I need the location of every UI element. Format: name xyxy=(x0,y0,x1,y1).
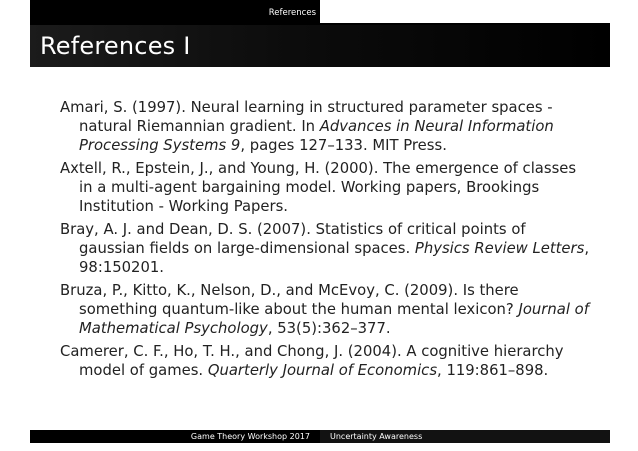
footer-section[interactable]: Uncertainty Awareness xyxy=(320,430,610,443)
reference-venue: Journal of xyxy=(518,301,589,318)
frame-title-bar xyxy=(30,25,610,67)
reference-text: , 119:861–898. xyxy=(437,362,549,379)
frame-title: References I xyxy=(40,32,191,60)
reference-text: Camerer, C. F., Ho, T. H., and Chong, J. (2004). A cognitive hierarchy xyxy=(60,343,564,360)
reference-entry xyxy=(60,98,580,155)
reference-text: , xyxy=(584,240,590,257)
nav-section-right xyxy=(320,0,610,25)
reference-entry xyxy=(60,159,580,216)
reference-text: in a multi-agent bargaining model. Working papers, Brookings xyxy=(79,179,540,196)
reference-entry xyxy=(60,281,589,338)
reference-text: Axtell, R., Epstein, J., and Young, H. (2000). The emergence of classes xyxy=(60,160,577,177)
reference-entry xyxy=(60,342,580,380)
reference-text: natural Riemannian gradient. In xyxy=(79,118,320,135)
reference-text: Amari, S. (1997). Neural learning in structured parameter spaces - xyxy=(60,99,553,116)
reference-text: Bray, A. J. and Dean, D. S. (2007). Statistics of critical points of xyxy=(60,221,526,238)
reference-text: , pages 127–133. MIT Press. xyxy=(240,137,447,154)
reference-text: gaussian fields on large-dimensional spaces. xyxy=(79,240,415,257)
reference-text: model of games. xyxy=(79,362,208,379)
reference-venue: Mathematical Psychology xyxy=(79,320,268,337)
reference-venue: Processing Systems 9 xyxy=(79,137,241,154)
reference-text: something quantum-like about the human mental lexicon? xyxy=(79,301,519,318)
reference-venue: Physics Review Letters xyxy=(414,240,585,257)
top-navigation-bar xyxy=(30,0,610,25)
reference-venue: Quarterly Journal of Economics xyxy=(207,362,438,379)
reference-text: 98:150201. xyxy=(79,259,165,276)
footer-title[interactable]: Game Theory Workshop 2017 xyxy=(30,430,320,443)
reference-text: , 53(5):362–377. xyxy=(267,320,391,337)
reference-venue: Advances in Neural Information xyxy=(319,118,554,135)
footer-bar xyxy=(30,430,610,443)
reference-entry xyxy=(60,220,590,277)
reference-text: Bruza, P., Kitto, K., Nelson, D., and McEvoy, C. (2009). Is there xyxy=(60,282,519,299)
reference-text: Institution - Working Papers. xyxy=(79,198,289,215)
nav-section-label[interactable]: References xyxy=(268,7,316,18)
nav-section-left xyxy=(30,0,320,25)
reference-list xyxy=(60,98,590,384)
